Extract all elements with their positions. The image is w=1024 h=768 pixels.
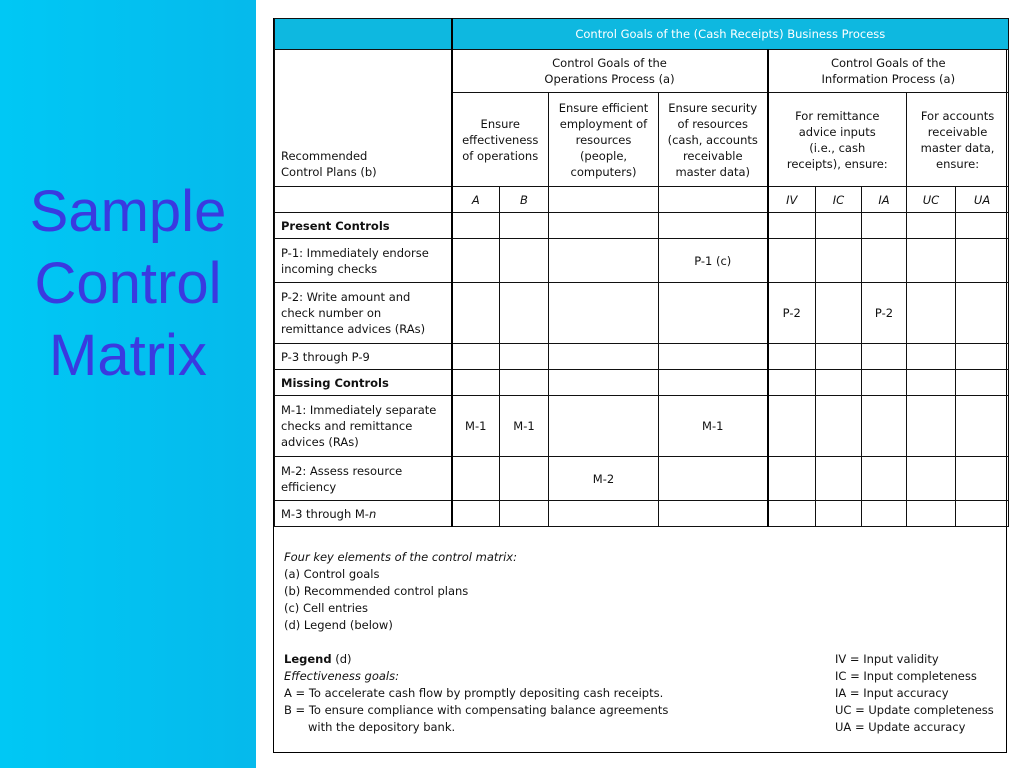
effectiveness-line: effectiveness xyxy=(462,132,539,147)
ar-master-line: master data, xyxy=(920,140,995,155)
matrix-cell xyxy=(500,213,549,239)
information-goals-header xyxy=(768,50,1009,93)
matrix-cell xyxy=(862,457,907,501)
matrix-cell xyxy=(816,344,862,370)
sub-col-ua: UA xyxy=(956,187,1009,213)
row-label-italic: n xyxy=(368,506,377,521)
matrix-cell xyxy=(659,501,768,527)
matrix-cell xyxy=(768,501,816,527)
legend-suffix: (d) xyxy=(331,652,352,666)
notes-item: (b) Recommended control plans xyxy=(284,584,469,598)
matrix-cell xyxy=(862,396,907,457)
matrix-cell xyxy=(452,370,500,396)
effectiveness-line: Ensure xyxy=(480,116,520,131)
rec-plans-line-2: Control Plans (b) xyxy=(281,165,377,179)
matrix-cell: P-1 (c) xyxy=(659,239,768,283)
matrix-cell xyxy=(452,283,500,344)
matrix-cell xyxy=(816,239,862,283)
matrix-cell xyxy=(500,239,549,283)
sub-col-a: A xyxy=(452,187,500,213)
notes-item: (d) Legend (below) xyxy=(284,618,393,632)
row-label xyxy=(275,457,452,501)
effectiveness-header xyxy=(452,93,549,187)
matrix-cell xyxy=(452,501,500,527)
operations-goals-header xyxy=(452,50,768,93)
matrix-cell: M-1 xyxy=(452,396,500,457)
slide-title-line-3: Matrix xyxy=(49,323,207,388)
control-matrix-table xyxy=(274,18,1009,527)
matrix-cell xyxy=(907,283,956,344)
row-label-line: P-1: Immediately endorse xyxy=(281,245,429,260)
row-label-line: remittance advices (RAs) xyxy=(281,322,426,336)
security-header xyxy=(659,93,768,187)
row-label-line: incoming checks xyxy=(281,261,378,276)
matrix-cell xyxy=(862,239,907,283)
row-label xyxy=(275,370,452,396)
matrix-cell xyxy=(659,344,768,370)
matrix-cell xyxy=(816,457,862,501)
matrix-cell xyxy=(862,370,907,396)
sub-col-b: B xyxy=(500,187,549,213)
security-line: receivable xyxy=(682,148,743,163)
matrix-cell xyxy=(549,370,659,396)
efficiency-header xyxy=(549,93,659,187)
table-row xyxy=(275,239,1009,283)
matrix-cell xyxy=(956,239,1009,283)
row-label-line: P-3 through P-9 xyxy=(281,349,370,364)
info-line-1: Control Goals of the xyxy=(830,56,946,70)
matrix-cell xyxy=(659,457,768,501)
row-label-line: P-2: Write amount and xyxy=(281,290,411,304)
matrix-cell xyxy=(452,239,500,283)
efficiency-line: (people, xyxy=(579,148,628,163)
recommended-plans-header xyxy=(275,50,452,187)
sub-col-ia: IA xyxy=(862,187,907,213)
matrix-cell: M-2 xyxy=(549,457,659,501)
legend-abbrev-item: IC = Input completeness xyxy=(835,669,977,683)
matrix-cell xyxy=(500,457,549,501)
row-label-line: Missing Controls xyxy=(281,375,389,390)
legend-title: Legend xyxy=(284,652,332,666)
sub-col-uc: UC xyxy=(907,187,956,213)
matrix-cell xyxy=(549,501,659,527)
matrix-banner: Control Goals of the (Cash Receipts) Business Process xyxy=(452,19,1009,50)
effectiveness-line: of operations xyxy=(462,148,539,163)
matrix-cell xyxy=(816,501,862,527)
effectiveness-goals-label: Effectiveness goals: xyxy=(284,669,399,683)
goal-b-text: B = To ensure compliance with compensating balance agreements xyxy=(284,703,669,717)
matrix-cell xyxy=(907,501,956,527)
legend-abbrev-item: IV = Input validity xyxy=(835,652,939,666)
ops-line-2: Operations Process (a) xyxy=(544,72,675,86)
matrix-cell xyxy=(862,501,907,527)
matrix-cell xyxy=(659,370,768,396)
matrix-cell xyxy=(452,213,500,239)
matrix-cell xyxy=(956,370,1009,396)
matrix-cell xyxy=(452,344,500,370)
matrix-cell xyxy=(907,370,956,396)
matrix-cell: P-2 xyxy=(862,283,907,344)
rec-plans-line-1: Recommended xyxy=(281,149,368,163)
efficiency-line: computers) xyxy=(570,164,637,179)
slide-title xyxy=(0,176,256,392)
matrix-cell xyxy=(500,344,549,370)
row-label xyxy=(275,344,452,370)
row-label-line: M-3 through M- xyxy=(281,506,369,521)
row-label-line: efficiency xyxy=(281,479,337,494)
row-label xyxy=(275,396,452,457)
row-label-line: M-1: Immediately separate xyxy=(281,403,437,417)
row-label-line: check number on xyxy=(281,306,382,320)
matrix-cell xyxy=(816,213,862,239)
remittance-header xyxy=(768,93,907,187)
matrix-cell xyxy=(768,370,816,396)
matrix-cell xyxy=(549,396,659,457)
matrix-cell xyxy=(816,283,862,344)
goal-b-continued: with the depository bank. xyxy=(308,720,456,734)
matrix-body xyxy=(275,213,1009,527)
matrix-cell xyxy=(549,239,659,283)
row-label xyxy=(275,501,452,527)
matrix-cell: M-1 xyxy=(659,396,768,457)
matrix-cell xyxy=(500,283,549,344)
matrix-cell xyxy=(816,370,862,396)
matrix-cell xyxy=(500,501,549,527)
matrix-cell xyxy=(862,344,907,370)
legend-abbrev-item: UC = Update completeness xyxy=(835,703,994,717)
matrix-cell xyxy=(768,457,816,501)
remittance-line: For remittance xyxy=(795,108,880,123)
efficiency-line: resources xyxy=(575,132,632,147)
remittance-line: (i.e., cash xyxy=(809,140,866,155)
matrix-cell xyxy=(956,501,1009,527)
notes-heading: Four key elements of the control matrix: xyxy=(284,550,517,564)
matrix-cell xyxy=(907,213,956,239)
notes-item: (c) Cell entries xyxy=(284,601,368,615)
sub-col-ic: IC xyxy=(816,187,862,213)
ar-master-line: ensure: xyxy=(936,156,980,171)
security-line: master data) xyxy=(675,164,751,179)
matrix-cell xyxy=(816,396,862,457)
table-row xyxy=(275,501,1009,527)
remittance-line: receipts), ensure: xyxy=(786,156,888,171)
matrix-cell xyxy=(907,457,956,501)
sub-col-security xyxy=(659,187,768,213)
matrix-cell xyxy=(659,213,768,239)
matrix-cell xyxy=(500,370,549,396)
matrix-cell xyxy=(768,213,816,239)
slide-title-line-2: Control xyxy=(34,251,222,316)
legend-abbreviations xyxy=(835,651,994,736)
row-label-line: advices (RAs) xyxy=(281,435,359,449)
matrix-cell xyxy=(768,239,816,283)
table-row xyxy=(275,370,1009,396)
efficiency-line: employment of xyxy=(559,116,648,131)
info-line-2: Information Process (a) xyxy=(821,72,956,86)
matrix-cell xyxy=(907,239,956,283)
row-label xyxy=(275,213,452,239)
sub-col-efficiency xyxy=(549,187,659,213)
banner-blank-cell xyxy=(275,19,452,50)
table-row xyxy=(275,457,1009,501)
security-line: of resources xyxy=(677,116,748,131)
matrix-cell xyxy=(907,396,956,457)
matrix-cell xyxy=(956,213,1009,239)
sub-col-iv: IV xyxy=(768,187,816,213)
ar-master-header xyxy=(907,93,1009,187)
table-row xyxy=(275,344,1009,370)
ops-line-1: Control Goals of the xyxy=(552,56,667,70)
matrix-cell xyxy=(549,283,659,344)
matrix-cell xyxy=(549,213,659,239)
legend-abbrev-item: UA = Update accuracy xyxy=(835,720,966,734)
matrix-cell xyxy=(956,344,1009,370)
matrix-cell xyxy=(956,396,1009,457)
matrix-cell xyxy=(768,344,816,370)
row-label-line: checks and remittance xyxy=(281,419,413,433)
matrix-cell: P-2 xyxy=(768,283,816,344)
ar-master-line: For accounts xyxy=(920,108,995,123)
matrix-cell xyxy=(907,344,956,370)
table-row xyxy=(275,396,1009,457)
matrix-cell xyxy=(768,396,816,457)
sub-col-blank xyxy=(275,187,452,213)
matrix-cell xyxy=(862,213,907,239)
notes-item: (a) Control goals xyxy=(284,567,380,581)
efficiency-line: Ensure efficient xyxy=(558,100,649,115)
matrix-cell xyxy=(452,457,500,501)
row-label-line: Present Controls xyxy=(281,218,390,233)
matrix-cell xyxy=(549,344,659,370)
security-line: (cash, accounts xyxy=(667,132,758,147)
table-row xyxy=(275,213,1009,239)
row-label xyxy=(275,239,452,283)
remittance-line: advice inputs xyxy=(798,124,876,139)
row-label-line: M-2: Assess resource xyxy=(281,463,403,478)
matrix-cell xyxy=(956,457,1009,501)
matrix-cell xyxy=(659,283,768,344)
matrix-cell xyxy=(956,283,1009,344)
table-row xyxy=(275,283,1009,344)
sub-column-row xyxy=(275,187,1009,213)
slide-title-line-1: Sample xyxy=(29,179,227,244)
matrix-cell: M-1 xyxy=(500,396,549,457)
security-line: Ensure security xyxy=(668,100,758,115)
ar-master-line: receivable xyxy=(927,124,988,139)
legend-abbrev-item: IA = Input accuracy xyxy=(835,686,949,700)
row-label xyxy=(275,283,452,344)
goal-a-text: A = To accelerate cash flow by promptly depositing cash receipts. xyxy=(284,686,664,700)
